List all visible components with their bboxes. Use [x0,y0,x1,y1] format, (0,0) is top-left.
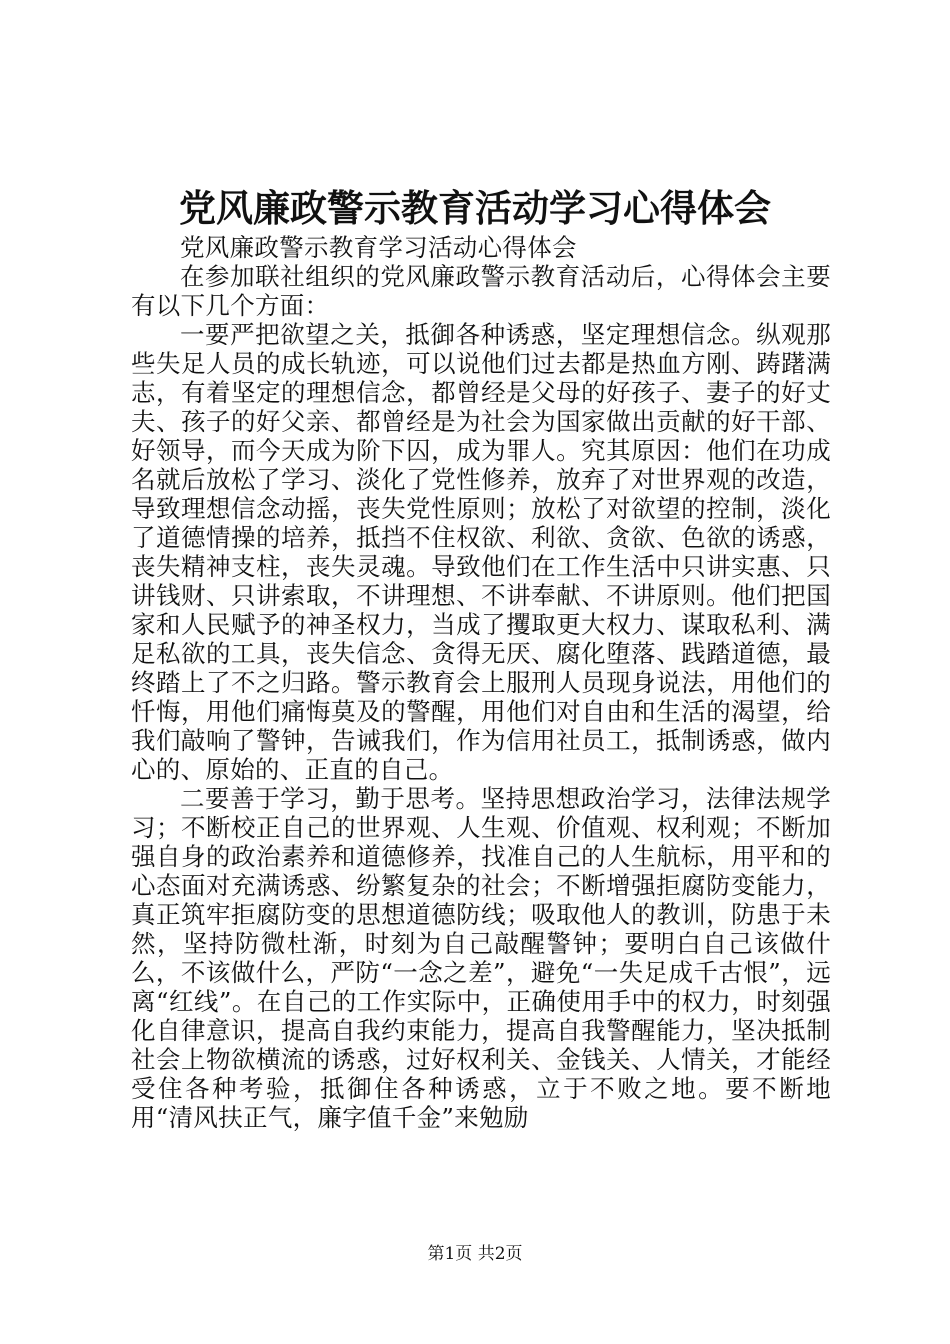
document-title: 党风廉政警示教育活动学习心得体会 [179,186,771,230]
paragraph-intro: 在参加联社组织的党风廉政警示教育活动后，心得体会主要有以下几个方面： [131,262,831,320]
paragraph-point-two: 二要善于学习，勤于思考。坚持思想政治学习，法律法规学习；不断校正自己的世界观、人生观、价值观、权利观；不断加强自身的政治素养和道德修养，找准自己的人生航标，用平和的心态面对充满诱惑、纷繁复杂的社会；不断增强拒腐防变能力，真正筑牢拒腐防变的思想道德防线；吸取他人的教训，防患于未然，坚持防微杜渐，时刻为自己敲醒警钟；要明白自己该做什么，不该做什么，严防“一念之差”，避免“一失足成千古恨”，远离“红线”。在自己的工作实际中，正确使用手中的权力，时刻强化自律意识，提高自我约束能力，提高自我警醒能力，坚决抵制社会上物欲横流的诱惑，过好权利关、金钱关、人情关，才能经受住各种考验，抵御住各种诱惑，立于不败之地。要不断地用“清风扶正气，廉字值千金”来勉励 [131,784,831,1132]
page-footer: 第1页 共2页 [427,1244,523,1264]
document-body [131,233,831,1132]
paragraph-point-one: 一要严把欲望之关，抵御各种诱惑，坚定理想信念。纵观那些失足人员的成长轨迹，可以说他们过去都是热血方刚、踌躇满志，有着坚定的理想信念，都曾经是父母的好孩子、妻子的好丈夫、孩子的好父亲、都曾经是为社会为国家做出贡献的好干部、好领导，而今天成为阶下囚，成为罪人。究其原因：他们在功成名就后放松了学习、淡化了党性修养，放弃了对世界观的改造，导致理想信念动摇，丧失党性原则；放松了对欲望的控制，淡化了道德情操的培养，抵挡不住权欲、利欲、贪欲、色欲的诱惑，丧失精神支柱，丧失灵魂。导致他们在工作生活中只讲实惠、只讲钱财、只讲索取，不讲理想、不讲奉献、不讲原则。他们把国家和人民赋予的神圣权力，当成了攫取更大权力、谋取私利、满足私欲的工具，丧失信念、贪得无厌、腐化堕落、践踏道德，最终踏上了不之归路。警示教育会上服刑人员现身说法，用他们的忏悔，用他们痛悔莫及的警醒，用他们对自由和生活的渴望，给我们敲响了警钟，告诫我们，作为信用社员工，抵制诱惑，做内心的、原始的、正直的自己。 [131,320,831,784]
paragraph-subtitle: 党风廉政警示教育学习活动心得体会 [180,233,577,262]
